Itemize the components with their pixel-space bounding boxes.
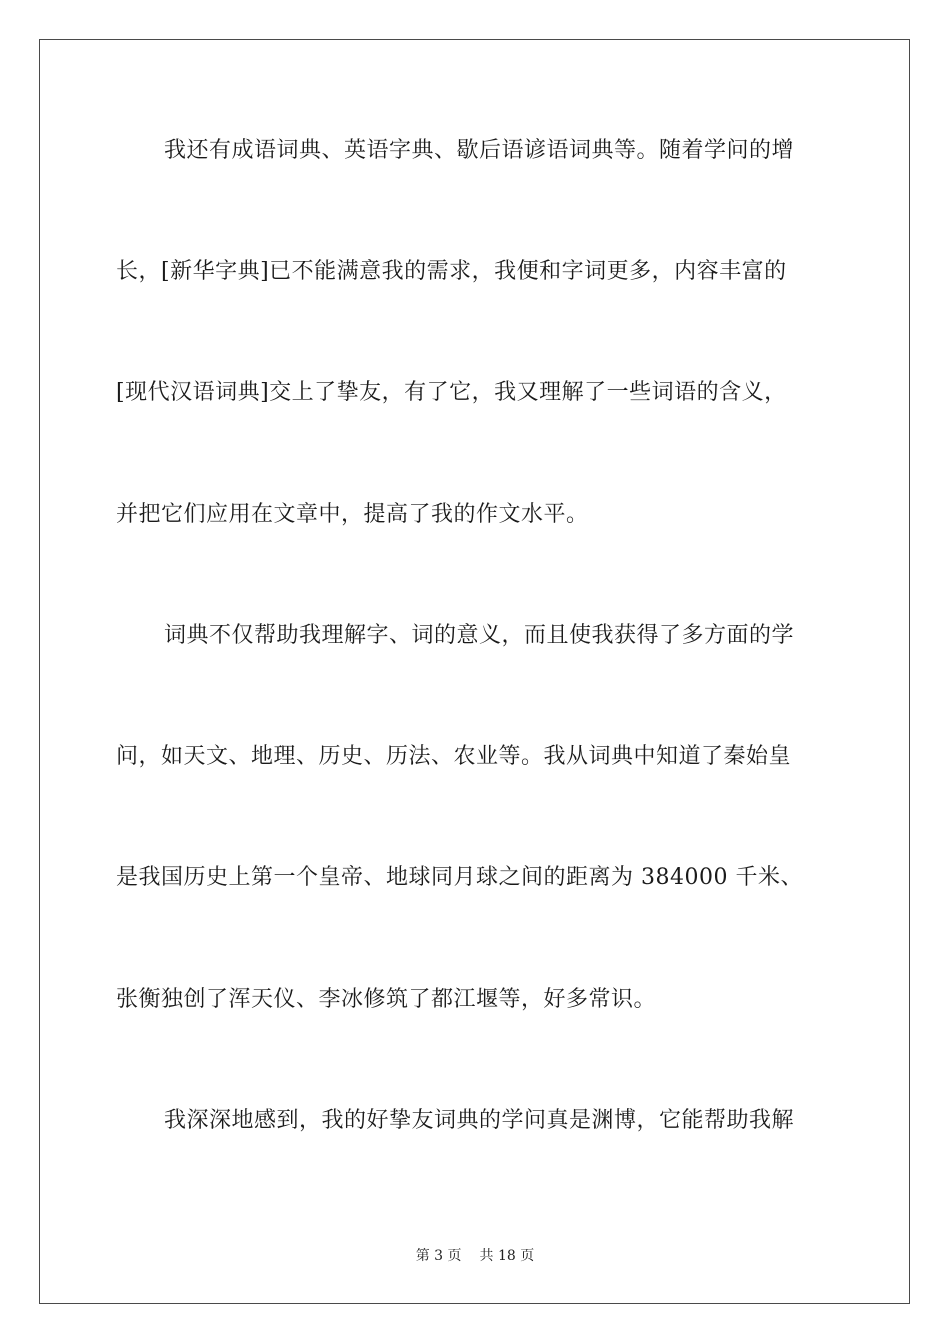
paragraph-line: 并把它们应用在文章中，提高了我的作文水平。 xyxy=(116,502,589,527)
paragraph-line: 词典不仅帮助我理解字、词的意义，而且使我获得了多方面的学 xyxy=(164,623,795,648)
paragraph-line: [现代汉语词典]交上了挚友，有了它，我又理解了一些词语的含义， xyxy=(116,380,787,405)
total-pages-label: 共 18 页 xyxy=(479,1248,535,1264)
paragraph-line: 是我国历史上第一个皇帝、地球同月球之间的距离为 384000 千米、 xyxy=(116,865,803,890)
paragraph-line: 问，如天文、地理、历史、历法、农业等。我从词典中知道了秦始皇 xyxy=(116,744,792,769)
paragraph-line: 我还有成语词典、英语字典、歇后语谚语词典等。随着学问的增 xyxy=(164,138,795,163)
paragraph-line: 长，[新华字典]已不能满意我的需求，我便和字词更多，内容丰富的 xyxy=(116,259,787,284)
paragraph-line: 我深深地感到，我的好挚友词典的学问真是渊博，它能帮助我解 xyxy=(164,1108,795,1133)
current-page-label: 第 3 页 xyxy=(415,1248,462,1264)
page-number-footer xyxy=(0,1246,950,1266)
paragraph-line: 张衡独创了浑天仪、李冰修筑了都江堰等，好多常识。 xyxy=(116,987,657,1012)
